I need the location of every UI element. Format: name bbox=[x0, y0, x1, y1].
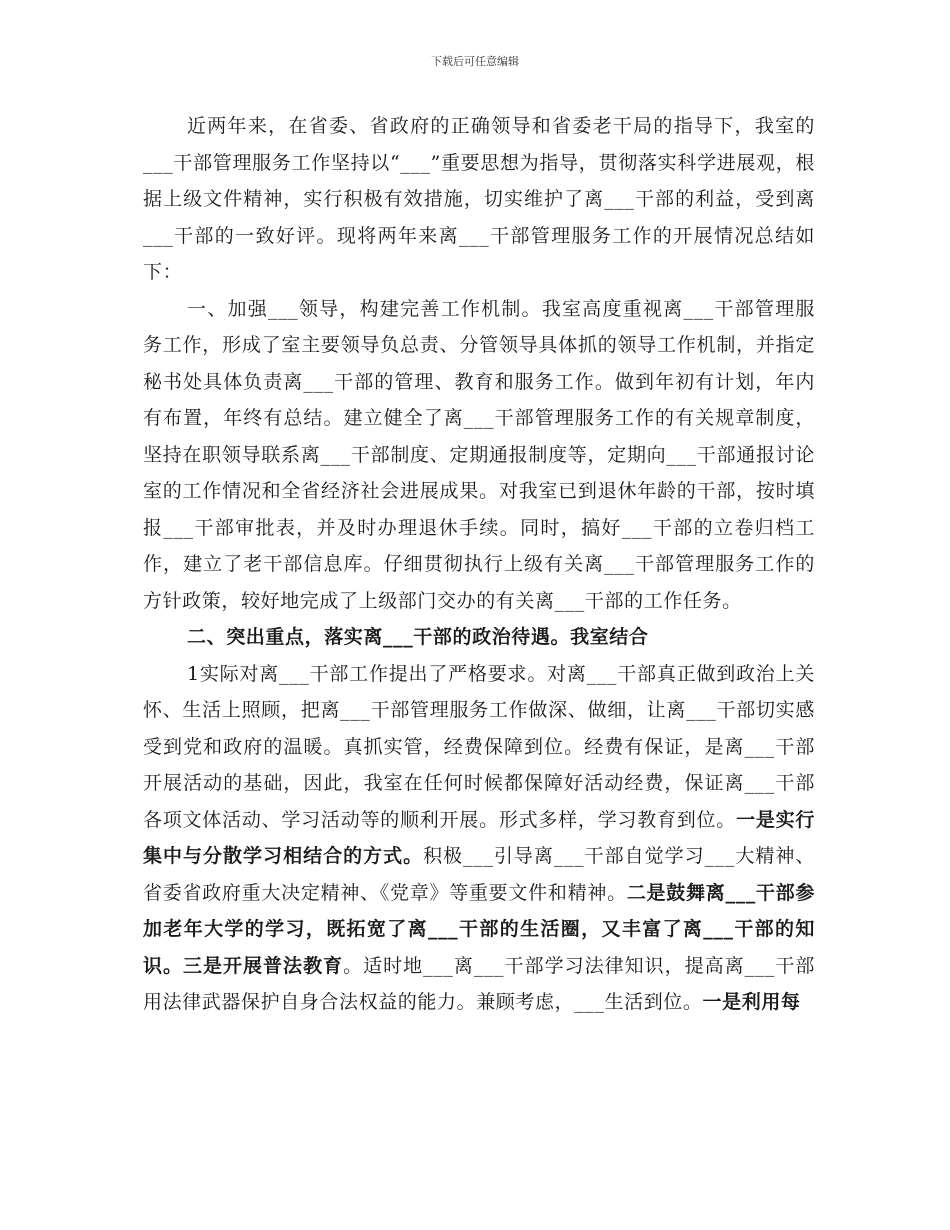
paragraph-section-2-heading: 二、突出重点，落实离___干部的政治待遇。我室结合 bbox=[187, 626, 649, 648]
paragraph-section-1: 一、加强___领导，构建完善工作机制。我室高度重视离___干部管理服务工作，形成了室主要领导负总责、分管领导具体抓的领导工作机制，并指定秘书处具体负责离___干部的管理、教育和服务工作。做到年初有计划，年内有布置，年终有总结。建立健全了离___干部管理服务工作的有关规章制度，坚持在职领导联系离___干部制度、定期通报制度等，定期向___干部通报讨论室的工作情况和全省经济社会进展成果。对我室已到退休年龄的干部，按时填报___干部审批表，并及时办理退休手续。同时，搞好___干部的立卷归档工作，建立了老干部信息库。仔细贯彻执行上级有关离___干部管理服务工作的方针政策，较好地完成了上级部门交办的有关离___干部的工作任务。 bbox=[143, 297, 815, 612]
page-header: 下载后可任意编辑 bbox=[431, 55, 519, 68]
paragraph-intro: 近两年来，在省委、省政府的正确领导和省委老干局的指导下，我室的___干部管理服务工作坚持以“___”重要思想为指导，贯彻落实科学进展观，根据上级文件精神，实行积极有效措施，切实维护了离___干部的利益，受到离___干部的一致好评。现将两年来离___干部管理服务工作的开展情况总结如下： bbox=[143, 115, 815, 283]
text-run: 1实际对离___干部工作提出了严格要求。对离___干部真正做到政治上关怀、生活上照顾，把离___干部管理服务工作做深、做细，让离___干部切实感受到党和政府的温暖。真抓实管，经费保障到位。经费有保证，是离___干部开展活动的基础，因此，我室在任何时候都保障好活动经费，保证离___干部各项文体活动、学习活动等的顺利开展。形式多样，学习教育到位。 bbox=[143, 662, 815, 831]
document-body bbox=[143, 108, 815, 1021]
text-run-bold: 二是鼓舞离___干部参加老年大学的学习，既拓宽了离___干部的生活圈，又丰富了离___干部的知识。三是开展普法教育 bbox=[143, 881, 815, 977]
text-run-bold: 一是实行集中与分散学习相结合的方式。 bbox=[143, 808, 815, 867]
text-run: 。适时地___离___干部学习法律知识，提高离___干部用法律武器保护自身合法权益的能力。兼顾考虑，___生活到位。 bbox=[143, 954, 815, 1013]
text-run-bold: 一是利用每 bbox=[702, 991, 801, 1013]
text-run: 积极___引导离___干部自觉学习___大精神、省委省政府重大决定精神、《党章》等重要文件和精神。 bbox=[143, 845, 815, 904]
paragraph-section-2-body bbox=[143, 656, 815, 1021]
